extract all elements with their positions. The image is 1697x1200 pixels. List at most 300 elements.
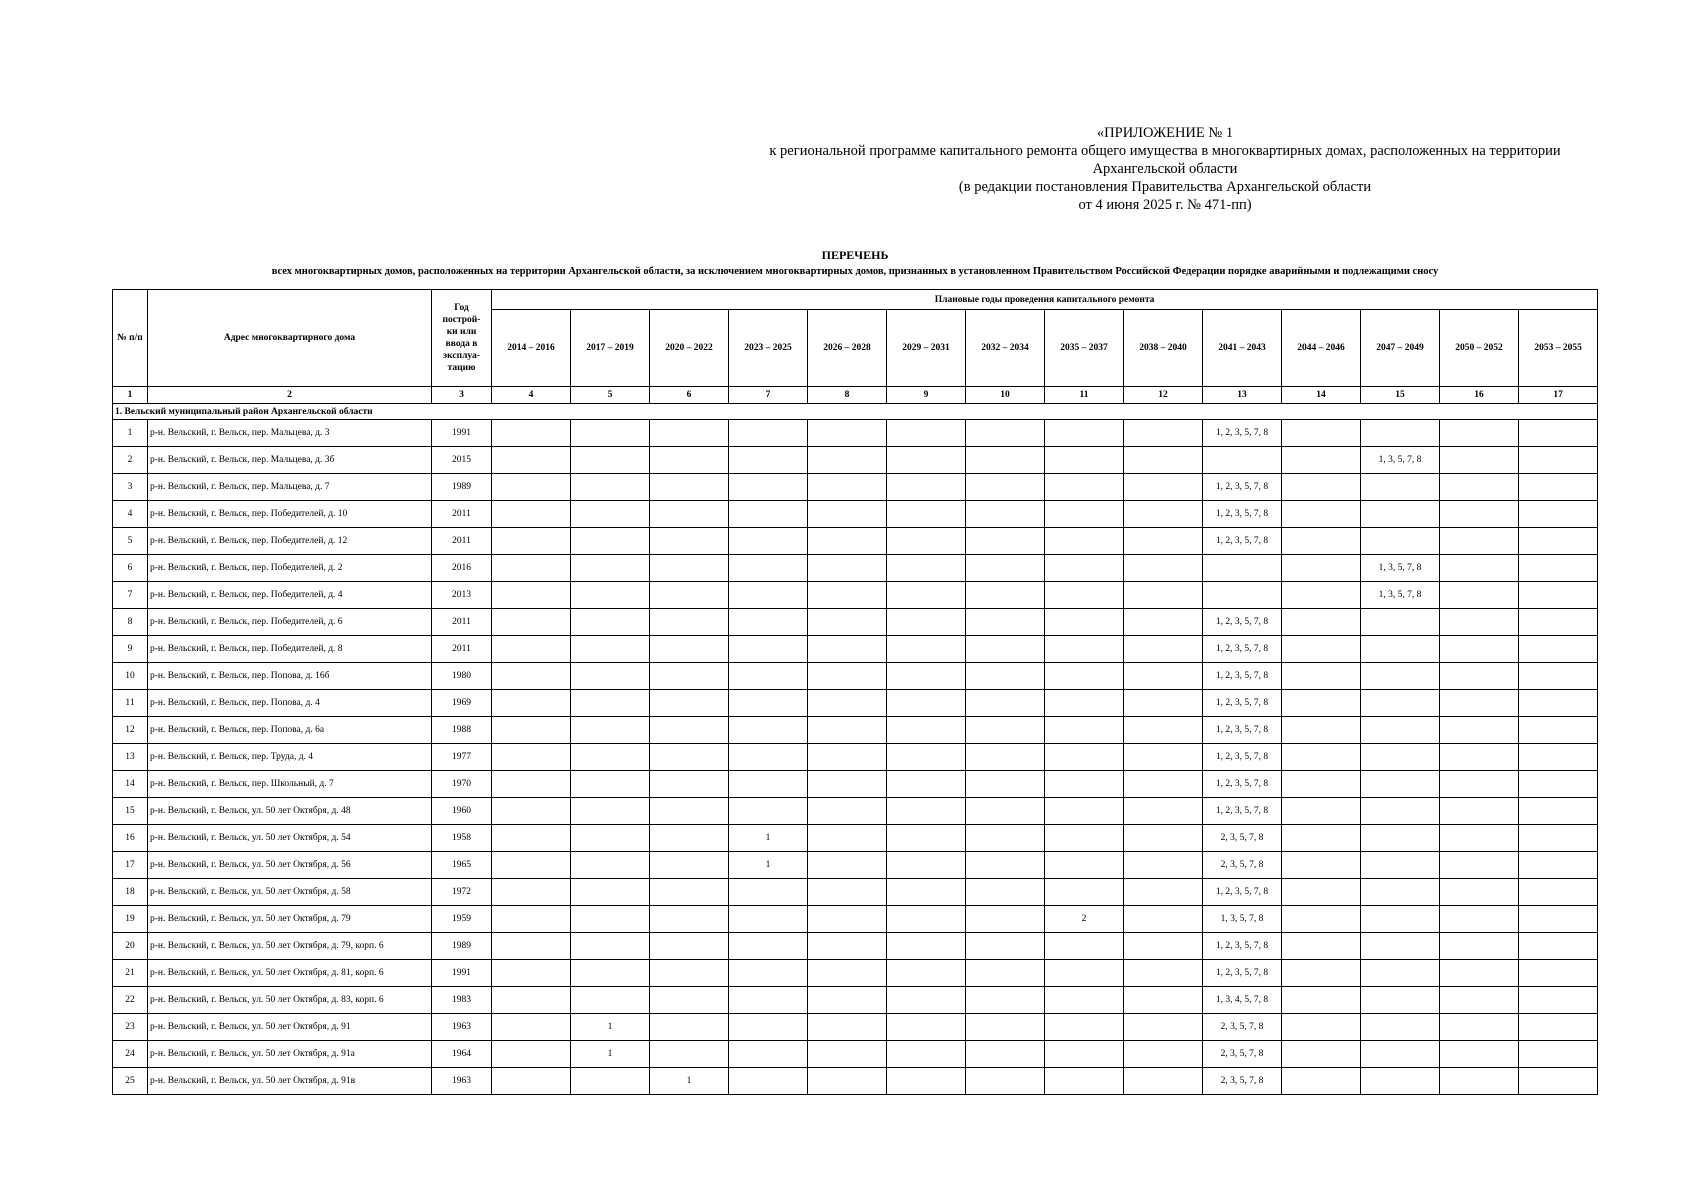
row-period-cell [887, 798, 966, 825]
row-build-year: 2011 [432, 528, 492, 555]
row-build-year: 1983 [432, 987, 492, 1014]
row-period-cell [1282, 420, 1361, 447]
row-period-cell [887, 717, 966, 744]
row-period-cell [1045, 555, 1124, 582]
row-period-cell [966, 447, 1045, 474]
row-period-cell [571, 609, 650, 636]
row-address: р-н. Вельский, г. Вельск, ул. 50 лет Октября, д. 81, корп. 6 [148, 960, 432, 987]
row-build-year: 1969 [432, 690, 492, 717]
row-number: 13 [113, 744, 148, 771]
row-period-cell [1282, 879, 1361, 906]
row-period-cell [887, 852, 966, 879]
row-period-cell [1124, 906, 1203, 933]
row-period-cell [1282, 609, 1361, 636]
table-header [113, 290, 1598, 404]
row-period-cell [571, 582, 650, 609]
row-period-cell [887, 609, 966, 636]
row-period-cell [966, 528, 1045, 555]
row-period-cell [650, 690, 729, 717]
row-address: р-н. Вельский, г. Вельск, пер. Мальцева, д. 3 [148, 420, 432, 447]
row-period-cell [1519, 987, 1598, 1014]
row-period-cell [966, 987, 1045, 1014]
appendix-header [735, 124, 1595, 214]
row-period-cell [1361, 1041, 1440, 1068]
row-period-cell: 1, 2, 3, 5, 7, 8 [1203, 771, 1282, 798]
row-period-cell [1440, 1014, 1519, 1041]
table-row [113, 744, 1598, 771]
row-period-cell [887, 582, 966, 609]
houses-table [112, 289, 1598, 1095]
table-row [113, 1014, 1598, 1041]
period-header: 2020 – 2022 [650, 310, 729, 387]
row-period-cell [1519, 717, 1598, 744]
row-period-cell [729, 528, 808, 555]
row-period-cell [1361, 690, 1440, 717]
row-period-cell [1440, 636, 1519, 663]
row-build-year: 1965 [432, 852, 492, 879]
column-number: 1 [113, 387, 148, 404]
row-period-cell [492, 825, 571, 852]
row-period-cell [966, 474, 1045, 501]
row-address: р-н. Вельский, г. Вельск, пер. Школьный, д. 7 [148, 771, 432, 798]
row-period-cell [571, 825, 650, 852]
row-period-cell [808, 636, 887, 663]
row-period-cell [1440, 555, 1519, 582]
row-period-cell [1282, 798, 1361, 825]
row-period-cell [1045, 501, 1124, 528]
row-number: 3 [113, 474, 148, 501]
row-period-cell: 1, 2, 3, 5, 7, 8 [1203, 879, 1282, 906]
row-period-cell [1282, 987, 1361, 1014]
row-build-year: 2016 [432, 555, 492, 582]
row-number: 24 [113, 1041, 148, 1068]
row-period-cell [1124, 582, 1203, 609]
period-header: 2044 – 2046 [1282, 310, 1361, 387]
row-address: р-н. Вельский, г. Вельск, ул. 50 лет Октября, д. 54 [148, 825, 432, 852]
column-number: 13 [1203, 387, 1282, 404]
row-period-cell [808, 420, 887, 447]
row-period-cell [1124, 609, 1203, 636]
table-row [113, 933, 1598, 960]
table-row [113, 501, 1598, 528]
appendix-line-4: (в редакции постановления Правительства Архангельской области [958, 179, 1372, 195]
row-period-cell [492, 987, 571, 1014]
row-period-cell [571, 501, 650, 528]
row-period-cell [966, 744, 1045, 771]
row-number: 8 [113, 609, 148, 636]
row-period-cell [966, 1068, 1045, 1095]
row-period-cell: 1, 3, 5, 7, 8 [1361, 555, 1440, 582]
row-period-cell [887, 1041, 966, 1068]
row-period-cell [1045, 474, 1124, 501]
row-period-cell [1440, 987, 1519, 1014]
period-header: 2032 – 2034 [966, 310, 1045, 387]
row-period-cell [808, 663, 887, 690]
row-address: р-н. Вельский, г. Вельск, ул. 50 лет Октября, д. 58 [148, 879, 432, 906]
row-period-cell: 1, 2, 3, 5, 7, 8 [1203, 960, 1282, 987]
row-number: 12 [113, 717, 148, 744]
row-period-cell [966, 906, 1045, 933]
row-period-cell [650, 852, 729, 879]
row-period-cell [571, 420, 650, 447]
planned-years-header: Плановые годы проведения капитального ремонта [492, 290, 1598, 310]
row-period-cell: 2, 3, 5, 7, 8 [1203, 1014, 1282, 1041]
row-period-cell: 1, 3, 5, 7, 8 [1203, 906, 1282, 933]
row-address: р-н. Вельский, г. Вельск, пер. Мальцева, д. 3б [148, 447, 432, 474]
row-period-cell [650, 825, 729, 852]
row-period-cell [1124, 825, 1203, 852]
period-header: 2047 – 2049 [1361, 310, 1440, 387]
row-build-year: 1964 [432, 1041, 492, 1068]
row-period-cell: 1, 2, 3, 5, 7, 8 [1203, 798, 1282, 825]
row-period-cell [1519, 960, 1598, 987]
row-period-cell [966, 852, 1045, 879]
row-period-cell [1361, 744, 1440, 771]
row-period-cell [1519, 798, 1598, 825]
row-period-cell [1519, 636, 1598, 663]
row-period-cell [571, 798, 650, 825]
row-period-cell [1124, 987, 1203, 1014]
row-period-cell [1361, 825, 1440, 852]
row-build-year: 1991 [432, 420, 492, 447]
row-period-cell [729, 636, 808, 663]
row-period-cell [1282, 933, 1361, 960]
row-period-cell [1282, 663, 1361, 690]
row-period-cell [1440, 690, 1519, 717]
row-address: р-н. Вельский, г. Вельск, ул. 50 лет Октября, д. 91а [148, 1041, 432, 1068]
period-header: 2041 – 2043 [1203, 310, 1282, 387]
row-period-cell [492, 474, 571, 501]
row-build-year: 1959 [432, 906, 492, 933]
row-period-cell [1124, 501, 1203, 528]
row-period-cell [1045, 717, 1124, 744]
row-period-cell: 2, 3, 5, 7, 8 [1203, 1041, 1282, 1068]
row-period-cell [729, 744, 808, 771]
row-period-cell [729, 555, 808, 582]
row-period-cell [808, 1041, 887, 1068]
row-period-cell [1519, 879, 1598, 906]
row-period-cell [1519, 852, 1598, 879]
row-number: 14 [113, 771, 148, 798]
row-build-year: 1970 [432, 771, 492, 798]
row-build-year: 1989 [432, 933, 492, 960]
column-number-row [113, 387, 1598, 404]
row-period-cell [492, 771, 571, 798]
column-number: 7 [729, 387, 808, 404]
row-period-cell [1519, 663, 1598, 690]
row-period-cell [650, 744, 729, 771]
row-period-cell [966, 690, 1045, 717]
row-period-cell [1124, 420, 1203, 447]
row-period-cell [1045, 987, 1124, 1014]
row-address: р-н. Вельский, г. Вельск, пер. Победителей, д. 8 [148, 636, 432, 663]
row-period-cell [1124, 528, 1203, 555]
row-period-cell [887, 987, 966, 1014]
row-period-cell [1282, 1014, 1361, 1041]
row-period-cell [887, 825, 966, 852]
appendix-line-5: от 4 июня 2025 г. № 471-пп) [1078, 197, 1252, 213]
table-row [113, 825, 1598, 852]
row-period-cell [729, 798, 808, 825]
row-period-cell [492, 501, 571, 528]
row-period-cell: 1, 2, 3, 5, 7, 8 [1203, 663, 1282, 690]
row-period-cell [1282, 690, 1361, 717]
column-number: 17 [1519, 387, 1598, 404]
row-build-year: 2011 [432, 501, 492, 528]
row-period-cell: 2, 3, 5, 7, 8 [1203, 852, 1282, 879]
row-period-cell [650, 798, 729, 825]
row-period-cell [1440, 744, 1519, 771]
row-period-cell [1045, 609, 1124, 636]
row-period-cell [1519, 420, 1598, 447]
row-period-cell [1045, 447, 1124, 474]
row-period-cell [650, 906, 729, 933]
row-period-cell [887, 906, 966, 933]
row-period-cell [1440, 852, 1519, 879]
row-period-cell [650, 528, 729, 555]
row-period-cell [1440, 582, 1519, 609]
row-address: р-н. Вельский, г. Вельск, пер. Победителей, д. 2 [148, 555, 432, 582]
row-period-cell [1440, 474, 1519, 501]
row-build-year: 1989 [432, 474, 492, 501]
row-period-cell [1124, 447, 1203, 474]
row-period-cell [887, 879, 966, 906]
table-row [113, 447, 1598, 474]
row-period-cell [492, 555, 571, 582]
row-period-cell [729, 1068, 808, 1095]
row-period-cell [808, 474, 887, 501]
row-period-cell [1519, 933, 1598, 960]
row-period-cell [887, 960, 966, 987]
row-period-cell [1440, 1068, 1519, 1095]
column-number: 10 [966, 387, 1045, 404]
row-period-cell [650, 771, 729, 798]
row-period-cell: 1 [729, 825, 808, 852]
row-period-cell [808, 933, 887, 960]
row-period-cell [1361, 933, 1440, 960]
row-period-cell [1282, 447, 1361, 474]
row-period-cell [1519, 771, 1598, 798]
row-period-cell [492, 933, 571, 960]
row-period-cell [1045, 663, 1124, 690]
row-number: 7 [113, 582, 148, 609]
row-number: 17 [113, 852, 148, 879]
row-address: р-н. Вельский, г. Вельск, пер. Попова, д. 4 [148, 690, 432, 717]
row-build-year: 1977 [432, 744, 492, 771]
row-build-year: 1963 [432, 1014, 492, 1041]
table-row [113, 528, 1598, 555]
row-period-cell [1282, 744, 1361, 771]
row-address: р-н. Вельский, г. Вельск, пер. Победителей, д. 10 [148, 501, 432, 528]
table-row [113, 420, 1598, 447]
row-period-cell [966, 1041, 1045, 1068]
row-period-cell [1361, 771, 1440, 798]
row-period-cell [571, 1068, 650, 1095]
row-period-cell [887, 555, 966, 582]
row-period-cell [492, 1041, 571, 1068]
row-build-year: 2015 [432, 447, 492, 474]
row-address: р-н. Вельский, г. Вельск, пер. Попова, д. 6а [148, 717, 432, 744]
row-period-cell [492, 1068, 571, 1095]
row-number: 1 [113, 420, 148, 447]
row-period-cell [1282, 636, 1361, 663]
row-period-cell [1282, 582, 1361, 609]
period-header: 2023 – 2025 [729, 310, 808, 387]
row-period-cell [729, 771, 808, 798]
row-period-cell [571, 987, 650, 1014]
row-period-cell [650, 1014, 729, 1041]
row-number: 2 [113, 447, 148, 474]
row-number: 4 [113, 501, 148, 528]
row-build-year: 1980 [432, 663, 492, 690]
row-period-cell [1045, 852, 1124, 879]
row-period-cell [1440, 798, 1519, 825]
row-period-cell [808, 609, 887, 636]
row-period-cell [1440, 960, 1519, 987]
row-period-cell [966, 420, 1045, 447]
row-period-cell [650, 555, 729, 582]
row-period-cell [1045, 690, 1124, 717]
row-period-cell [729, 474, 808, 501]
row-period-cell [966, 879, 1045, 906]
row-period-cell [650, 1041, 729, 1068]
table-row [113, 582, 1598, 609]
row-period-cell [1361, 636, 1440, 663]
row-period-cell [1124, 771, 1203, 798]
title-heading: ПЕРЕЧЕНЬ [821, 248, 889, 262]
row-address: р-н. Вельский, г. Вельск, пер. Попова, д. 16б [148, 663, 432, 690]
table-body [113, 404, 1598, 1095]
column-number: 6 [650, 387, 729, 404]
row-period-cell [650, 420, 729, 447]
row-period-cell [1519, 609, 1598, 636]
row-period-cell: 1, 2, 3, 5, 7, 8 [1203, 636, 1282, 663]
table-row [113, 609, 1598, 636]
table-row [113, 1041, 1598, 1068]
row-period-cell [729, 960, 808, 987]
row-period-cell: 2, 3, 5, 7, 8 [1203, 825, 1282, 852]
row-address: р-н. Вельский, г. Вельск, ул. 50 лет Октября, д. 83, корп. 6 [148, 987, 432, 1014]
row-number: 21 [113, 960, 148, 987]
row-period-cell [1361, 1014, 1440, 1041]
row-period-cell [1045, 528, 1124, 555]
row-period-cell [1045, 1041, 1124, 1068]
row-period-cell [729, 609, 808, 636]
row-period-cell [492, 447, 571, 474]
period-header: 2035 – 2037 [1045, 310, 1124, 387]
row-address: р-н. Вельский, г. Вельск, ул. 50 лет Октября, д. 91в [148, 1068, 432, 1095]
row-period-cell [1440, 717, 1519, 744]
row-period-cell [571, 933, 650, 960]
row-period-cell: 1, 2, 3, 5, 7, 8 [1203, 528, 1282, 555]
row-period-cell [650, 960, 729, 987]
row-period-cell [1519, 555, 1598, 582]
row-period-cell [571, 636, 650, 663]
row-period-cell [1045, 636, 1124, 663]
row-period-cell [1282, 501, 1361, 528]
row-period-cell [1045, 933, 1124, 960]
row-period-cell [1045, 825, 1124, 852]
row-period-cell [1282, 852, 1361, 879]
row-period-cell [887, 744, 966, 771]
period-header: 2014 – 2016 [492, 310, 571, 387]
row-period-cell [808, 501, 887, 528]
row-period-cell [492, 690, 571, 717]
period-header: 2017 – 2019 [571, 310, 650, 387]
row-build-year: 1988 [432, 717, 492, 744]
table-row [113, 555, 1598, 582]
row-period-cell [1124, 960, 1203, 987]
row-period-cell [1282, 771, 1361, 798]
appendix-line-1: «ПРИЛОЖЕНИЕ № 1 [1096, 125, 1234, 141]
row-number: 22 [113, 987, 148, 1014]
row-period-cell [1282, 555, 1361, 582]
row-period-cell [1519, 582, 1598, 609]
table-row [113, 636, 1598, 663]
row-period-cell: 1 [571, 1041, 650, 1068]
column-number: 3 [432, 387, 492, 404]
row-period-cell [729, 690, 808, 717]
row-period-cell [571, 690, 650, 717]
row-period-cell [887, 771, 966, 798]
column-number: 9 [887, 387, 966, 404]
row-build-year: 1972 [432, 879, 492, 906]
row-period-cell [966, 933, 1045, 960]
row-period-cell [887, 501, 966, 528]
row-period-cell [1519, 906, 1598, 933]
row-period-cell [729, 1014, 808, 1041]
row-build-year: 2011 [432, 636, 492, 663]
row-period-cell [808, 987, 887, 1014]
period-header: 2050 – 2052 [1440, 310, 1519, 387]
table-row [113, 474, 1598, 501]
row-period-cell: 1 [650, 1068, 729, 1095]
row-period-cell [1282, 825, 1361, 852]
row-period-cell: 1, 2, 3, 5, 7, 8 [1203, 420, 1282, 447]
table-row [113, 717, 1598, 744]
row-period-cell [1045, 1068, 1124, 1095]
row-address: р-н. Вельский, г. Вельск, ул. 50 лет Октября, д. 79 [148, 906, 432, 933]
row-period-cell [1045, 960, 1124, 987]
row-number: 6 [113, 555, 148, 582]
row-period-cell [729, 1041, 808, 1068]
row-period-cell [492, 960, 571, 987]
row-period-cell [1440, 447, 1519, 474]
row-period-cell [1124, 1041, 1203, 1068]
row-period-cell [1045, 771, 1124, 798]
row-period-cell: 1, 2, 3, 5, 7, 8 [1203, 609, 1282, 636]
row-period-cell [650, 663, 729, 690]
row-period-cell [1203, 447, 1282, 474]
row-period-cell [966, 771, 1045, 798]
row-period-cell [1440, 771, 1519, 798]
column-number: 12 [1124, 387, 1203, 404]
row-period-cell [887, 663, 966, 690]
row-build-year: 1963 [432, 1068, 492, 1095]
table-row [113, 879, 1598, 906]
row-period-cell [808, 852, 887, 879]
col-header-num: № п/п [113, 290, 148, 387]
row-period-cell [1361, 420, 1440, 447]
column-number: 2 [148, 387, 432, 404]
row-period-cell [808, 582, 887, 609]
column-number: 5 [571, 387, 650, 404]
row-number: 25 [113, 1068, 148, 1095]
row-build-year: 2011 [432, 609, 492, 636]
row-period-cell [1124, 933, 1203, 960]
row-build-year: 1960 [432, 798, 492, 825]
row-period-cell [1282, 1041, 1361, 1068]
